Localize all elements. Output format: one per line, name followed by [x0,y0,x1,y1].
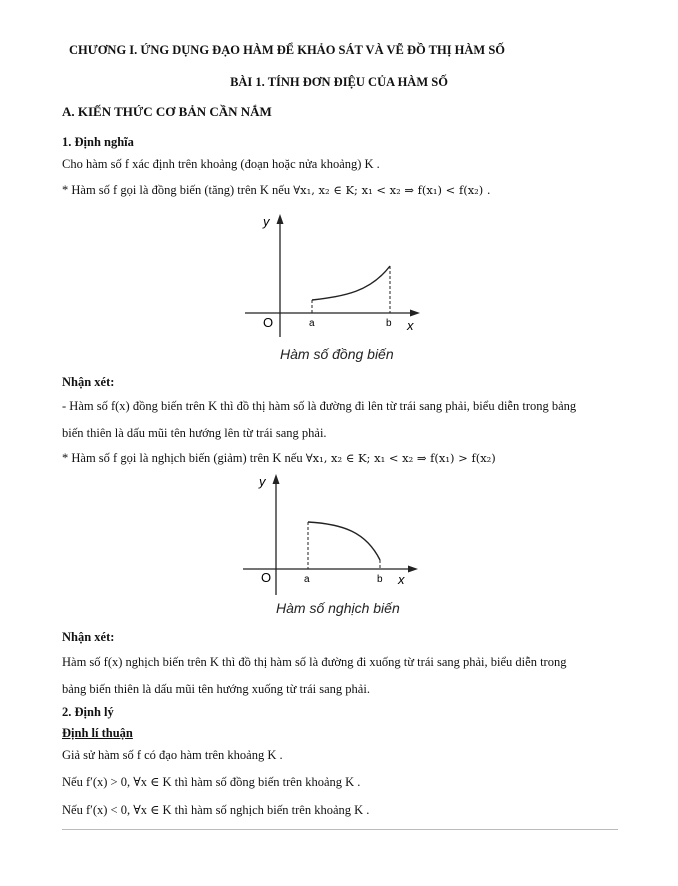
x-axis-label: x [407,318,414,333]
point-b-label: b [386,318,392,329]
section-a-heading: A. KIẾN THỨC CƠ BẢN CẦN NẮM [62,104,272,119]
increasing-definition [62,182,491,198]
increasing-function-graph [240,212,430,342]
x-axis-label: x [398,572,405,587]
definition-heading: 1. Định nghĩa [62,135,134,149]
chapter-title: CHƯƠNG I. ỨNG DỤNG ĐẠO HÀM ĐỂ KHẢO SÁT VÀ VẼ ĐỒ THỊ HÀM SỐ [69,43,506,57]
remark2-line1: Hàm số f(x) nghịch biến trên K thì đồ thị hàm số là đường đi xuống từ trái sang phải, biểu diễn trong [62,655,567,669]
increasing-graph-caption: Hàm số đồng biến [280,346,394,362]
lesson-title: BÀI 1. TÍNH ĐƠN ĐIỆU CỦA HÀM SỐ [230,75,448,89]
theorem-line2: Nếu f′(x) < 0, ∀x ∈ K thì hàm số nghịch biến trên khoảng K . [62,803,370,817]
decreasing-function-graph [238,470,428,600]
theorem-heading: 2. Định lý [62,705,114,719]
remark2-heading: Nhận xét: [62,630,115,644]
origin-label: O [261,570,272,585]
x-axis-arrow [410,310,420,317]
theorem-line1: Nếu f′(x) > 0, ∀x ∈ K thì hàm số đồng biến trên khoảng K . [62,775,361,789]
increasing-prefix: * Hàm số f gọi là đồng biến (tăng) trên K nếu [62,183,291,197]
decreasing-curve [308,522,380,560]
decreasing-condition: ∀x₁, x₂ ∈ K; x₁ < x₂ ⇒ f(x₁) > f(x₂) [305,451,496,465]
increasing-condition: ∀x₁, x₂ ∈ K; x₁ < x₂ ⇒ f(x₁) < f(x₂) . [293,183,491,197]
decreasing-definition [62,450,496,466]
y-axis-arrow [273,474,280,484]
decreasing-prefix: * Hàm số f gọi là nghịch biến (giảm) trên K nếu [62,451,303,465]
remark1-heading: Nhận xét: [62,375,115,389]
decreasing-graph-caption: Hàm số nghịch biến [276,600,400,616]
definition-intro: Cho hàm số f xác định trên khoảng (đoạn hoặc nửa khoảng) K . [62,157,380,171]
remark2-line2: bảng biến thiên là dấu mũi tên hướng xuống từ trái sang phải. [62,682,370,696]
remark1-line2: biến thiên là dấu mũi tên hướng lên từ trái sang phải. [62,426,327,440]
y-axis-label: y [259,474,266,489]
y-axis-label: y [263,214,270,229]
increasing-curve [312,266,390,300]
theorem-subheading: Định lí thuận [62,726,133,740]
y-axis-arrow [277,214,284,224]
theorem-intro: Giả sử hàm số f có đạo hàm trên khoảng K . [62,748,283,762]
point-a-label: a [309,318,315,329]
point-a-label: a [304,574,310,585]
x-axis-arrow [408,566,418,573]
point-b-label: b [377,574,383,585]
remark1-line1: - Hàm số f(x) đồng biến trên K thì đồ thị hàm số là đường đi lên từ trái sang phải, biểu diễn trong bảng [62,399,577,413]
origin-label: O [263,315,274,330]
page-footer-divider [62,829,618,830]
